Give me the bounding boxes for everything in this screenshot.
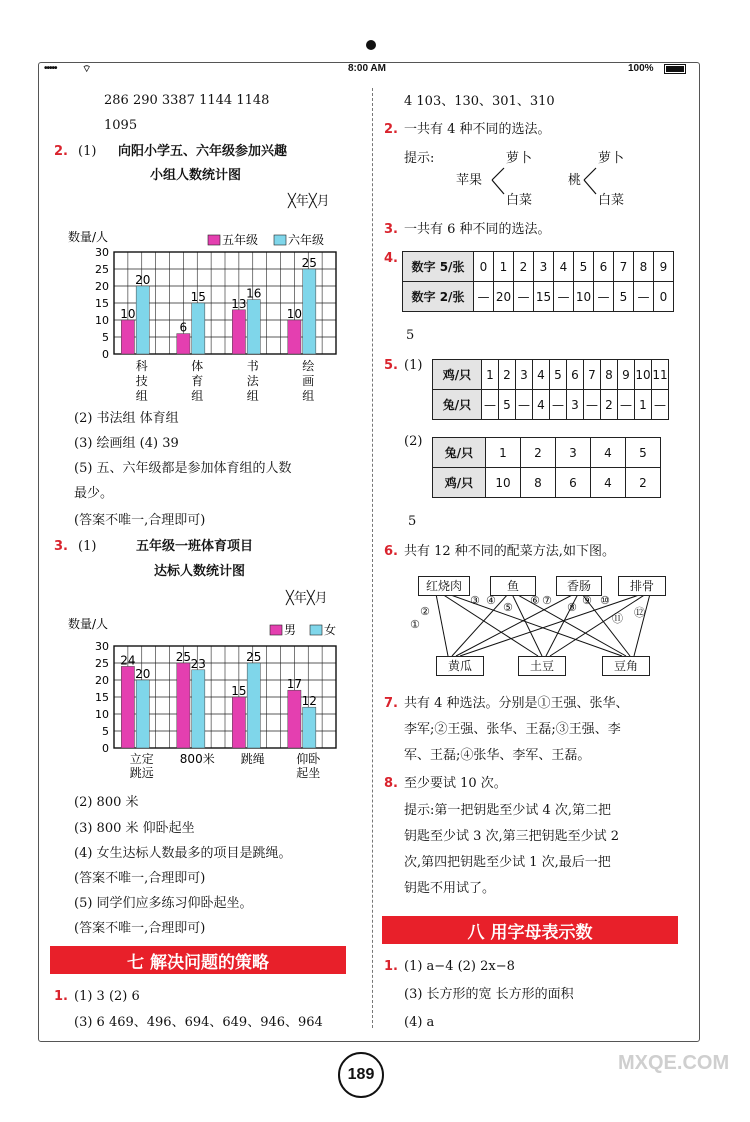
table-row	[433, 438, 661, 468]
legend-label: 男	[284, 623, 297, 637]
bar-value-label: 6	[179, 320, 188, 335]
answer-line: (4) 女生达标人数最多的项目是跳绳。	[74, 846, 292, 861]
bar	[192, 670, 205, 748]
table-row	[433, 468, 661, 498]
watermark-text: MXQE.COM	[618, 1052, 730, 1074]
bar-value-label: 17	[286, 677, 303, 692]
legend-swatch	[274, 235, 286, 245]
y-tick-label: 20	[95, 674, 109, 687]
table-cell: 4	[533, 360, 550, 390]
question-number: 7.	[384, 696, 398, 711]
hint-label: 提示:	[404, 151, 435, 166]
bar-value-label: 20	[135, 667, 151, 681]
question-number: 3.	[384, 222, 398, 237]
y-tick-label: 25	[95, 263, 109, 276]
table-cell: —	[634, 282, 654, 312]
question-number: 6.	[384, 544, 398, 559]
x-tick-label: 组	[135, 389, 148, 403]
table-cell: 5	[499, 390, 516, 420]
table-cell: —	[474, 282, 494, 312]
table-chicken-rabbit-2	[432, 437, 661, 498]
answer-line: (5) 同学们应多练习仰卧起坐。	[74, 896, 253, 911]
answer-line: (1) 3 (2) 6	[74, 989, 140, 1004]
table-cell: —	[554, 282, 574, 312]
answer-note: (答案不唯一,合理即可)	[74, 921, 206, 936]
answer-line: 共有 4 种选法。分别是①王强、张华、	[404, 696, 629, 711]
table-cell: 6	[594, 252, 614, 282]
chart-title: 五年级一班体育项目	[136, 539, 254, 554]
table-cell: 6	[556, 468, 591, 498]
table-row	[433, 390, 669, 420]
x-tick-label: 起坐	[296, 766, 321, 780]
table-row-header: 鸡/只	[433, 468, 486, 498]
y-axis-label: 数量/人	[68, 617, 109, 631]
answer-line: (3) 长方形的宽 长方形的面积	[404, 987, 574, 1002]
x-tick-label: 跳绳	[240, 752, 265, 766]
chart-title: 小组人数统计图	[150, 168, 242, 183]
table-row	[403, 252, 674, 282]
mark: ③	[470, 594, 480, 607]
chart-title: 向阳小学五、六年级参加兴趣	[118, 144, 288, 159]
table-cell: 10	[486, 468, 521, 498]
answer-line: 次,第四把钥匙至少试 1 次,最后一把	[404, 855, 611, 870]
bar-value-label: 25	[246, 650, 262, 664]
mark: ⑪	[612, 612, 623, 625]
table-row-header: 数字 2/张	[403, 282, 474, 312]
table-cell: —	[584, 390, 601, 420]
table-cell: 5	[626, 438, 661, 468]
question-number: 3.	[54, 539, 68, 554]
section-header-8: 八 用字母表示数	[382, 916, 678, 944]
x-tick-label: 法	[246, 374, 259, 388]
legend-swatch	[310, 625, 322, 635]
camera-dot	[366, 40, 376, 50]
y-tick-label: 10	[95, 708, 109, 721]
table-cell: 1	[482, 360, 499, 390]
table-cell: 1	[486, 438, 521, 468]
answer-note: (答案不唯一,合理即可)	[74, 513, 206, 528]
question-number: 2.	[384, 122, 398, 137]
x-tick-label: 书	[246, 359, 259, 373]
bar-value-label: 20	[135, 273, 151, 287]
y-tick-label: 15	[95, 691, 109, 704]
mark: ④	[486, 594, 496, 607]
table-cell: 15	[534, 282, 554, 312]
bar-value-label: 24	[120, 653, 136, 668]
answer-line: 4 103、130、301、310	[404, 94, 555, 109]
table-cell: 2	[521, 438, 556, 468]
battery-icon	[664, 64, 686, 74]
legend-swatch	[270, 625, 282, 635]
table-cell: 5	[614, 282, 634, 312]
legend-swatch	[208, 235, 220, 245]
bar	[121, 666, 134, 748]
battery-text: 100%	[628, 63, 654, 74]
table-cell: —	[594, 282, 614, 312]
bar	[177, 663, 190, 748]
mark: ⑩	[600, 594, 610, 607]
dish-box: 鱼	[490, 576, 536, 596]
chart-date: ╳年╳月	[288, 194, 330, 209]
question-number: 2.	[54, 144, 68, 159]
table-cell: 3	[516, 360, 533, 390]
table-cell: 4	[554, 252, 574, 282]
table-cell: —	[514, 282, 534, 312]
y-tick-label: 5	[102, 331, 109, 344]
x-tick-label: 科	[135, 359, 148, 373]
table-cell: 5	[550, 360, 567, 390]
tree-root: 桃	[568, 173, 582, 188]
bar-value-label: 13	[231, 296, 247, 311]
answer-line: (4) a	[404, 1015, 435, 1030]
mark: ⑥	[530, 594, 540, 607]
answer-line: (1) a−4 (2) 2x−8	[404, 959, 515, 974]
answer-value: 5	[408, 514, 417, 529]
bar	[247, 300, 260, 354]
tree-leaf: 萝卜	[598, 151, 625, 166]
bar-value-label: 16	[246, 286, 262, 301]
answer-line: 提示:第一把钥匙至少试 4 次,第二把	[404, 803, 612, 818]
y-tick-label: 30	[95, 246, 109, 259]
question-number: 4.	[384, 251, 398, 266]
answer-line: 至少要试 10 次。	[404, 776, 507, 791]
status-bar	[38, 62, 698, 76]
table-cell: 10	[574, 282, 594, 312]
bar	[136, 286, 149, 354]
x-tick-label: 跳远	[129, 766, 154, 780]
x-tick-label: 组	[302, 389, 315, 403]
table-cell: 2	[601, 390, 618, 420]
table-cell: —	[516, 390, 533, 420]
tree-leaf: 白菜	[598, 193, 625, 208]
bar-chart-interest-groups	[64, 222, 364, 412]
answer-line: 共有 12 种不同的配菜方法,如下图。	[404, 544, 615, 559]
table-cell: —	[482, 390, 499, 420]
table-cell: 2	[626, 468, 661, 498]
page-number: 189	[338, 1052, 384, 1098]
table-cell: 9	[654, 252, 674, 282]
tree-diagram-lines	[480, 150, 610, 214]
table-cell: 7	[614, 252, 634, 282]
answer-line: (3) 6 469、496、694、649、946、964	[74, 1015, 323, 1030]
mark: ②	[420, 605, 430, 618]
bar-chart-sports-pass	[64, 612, 364, 784]
answer-line: 军、王磊;④张华、李军、王磊。	[404, 748, 591, 763]
table-row	[433, 360, 669, 390]
bar	[121, 320, 134, 354]
dish-box: 豆角	[602, 656, 650, 676]
bar-value-label: 15	[231, 684, 247, 698]
question-number: 8.	[384, 776, 398, 791]
column-divider	[372, 88, 373, 1028]
tree-leaf: 萝卜	[506, 151, 533, 166]
table-cell: 7	[584, 360, 601, 390]
y-tick-label: 15	[95, 297, 109, 310]
x-tick-label: 800米	[179, 752, 215, 766]
bar-value-label: 10	[286, 307, 303, 321]
bar	[136, 680, 149, 748]
table-cell: 0	[474, 252, 494, 282]
answer-line: 钥匙不用试了。	[404, 881, 496, 896]
x-tick-label: 体	[191, 359, 204, 373]
table-cell: —	[618, 390, 635, 420]
answer-note: (答案不唯一,合理即可)	[74, 871, 206, 886]
answer-line: (3) 800 米 仰卧起坐	[74, 821, 195, 836]
bar-value-label: 10	[120, 307, 136, 321]
bar	[247, 663, 260, 748]
x-tick-label: 技	[135, 374, 148, 388]
answer-line: 一共有 4 种不同的选法。	[404, 122, 551, 137]
dish-box: 香肠	[556, 576, 602, 596]
table-cell: 2	[514, 252, 534, 282]
answer-line: 一共有 6 种不同的选法。	[404, 222, 551, 237]
table-5-2-cards	[402, 251, 674, 312]
dish-box: 土豆	[518, 656, 566, 676]
y-tick-label: 0	[102, 742, 109, 755]
bar	[288, 690, 301, 748]
bar-value-label: 25	[175, 650, 192, 664]
x-tick-label: 组	[191, 389, 204, 403]
table-cell: 0	[654, 282, 674, 312]
bar	[177, 334, 190, 354]
x-tick-label: 育	[191, 374, 204, 388]
table-cell: —	[652, 390, 669, 420]
table-cell: 6	[567, 360, 584, 390]
y-tick-label: 10	[95, 314, 109, 327]
mark: ①	[410, 618, 420, 631]
status-time: 8:00 AM	[348, 63, 386, 74]
table-cell: 1	[494, 252, 514, 282]
wifi-icon: ⌔	[82, 64, 92, 75]
legend-label: 五年级	[222, 233, 259, 247]
answer-numbers-line: 286 290 3387 1144 1148	[104, 93, 270, 108]
mark: ⑤	[503, 601, 513, 614]
answer-line: 最少。	[74, 486, 114, 501]
bar	[303, 269, 316, 354]
table-chicken-rabbit-1	[432, 359, 669, 420]
legend-label: 六年级	[288, 233, 325, 247]
chart-title: 达标人数统计图	[154, 564, 246, 579]
dish-box: 排骨	[618, 576, 666, 596]
table-row-header: 鸡/只	[433, 360, 482, 390]
x-tick-label: 仰卧	[296, 752, 321, 766]
table-cell: 9	[618, 360, 635, 390]
y-tick-label: 5	[102, 725, 109, 738]
x-tick-label: 画	[302, 374, 315, 388]
tree-root: 苹果	[456, 173, 483, 188]
bar-value-label: 25	[301, 256, 317, 270]
x-tick-label: 组	[246, 389, 259, 403]
y-tick-label: 30	[95, 640, 109, 653]
bar	[192, 303, 205, 354]
bar-value-label: 12	[301, 694, 317, 709]
bar	[232, 697, 245, 748]
table-cell: 11	[652, 360, 669, 390]
mark: ⑫	[634, 606, 645, 619]
table-row	[403, 282, 674, 312]
answer-value: 5	[406, 328, 415, 343]
bar-value-label: 23	[190, 656, 206, 671]
chart-date: ╳年╳月	[286, 591, 328, 606]
answer-numbers-line: 1095	[104, 118, 138, 133]
table-cell: 4	[591, 468, 626, 498]
table-cell: 3	[567, 390, 584, 420]
bar	[303, 707, 316, 748]
answer-line: (2) 书法组 体育组	[74, 411, 179, 426]
question-part: (1)	[78, 144, 97, 159]
answer-line: (5) 五、六年级都是参加体育组的人数	[74, 461, 292, 476]
y-tick-label: 20	[95, 280, 109, 293]
dish-box: 红烧肉	[418, 576, 470, 596]
table-cell: 4	[591, 438, 626, 468]
bar-value-label: 15	[190, 290, 206, 304]
mark: ⑨	[582, 594, 592, 607]
tree-leaf: 白菜	[506, 193, 533, 208]
question-part: (1)	[404, 358, 423, 373]
table-cell: 8	[601, 360, 618, 390]
answer-line: (2) 800 米	[74, 795, 139, 810]
signal-icon: •••••	[44, 63, 57, 74]
question-number: 5.	[384, 358, 398, 373]
table-cell: 1	[635, 390, 652, 420]
table-cell: 2	[499, 360, 516, 390]
question-part: (2)	[404, 434, 423, 449]
question-part: (1)	[78, 539, 97, 554]
y-tick-label: 25	[95, 657, 109, 670]
table-cell: 8	[521, 468, 556, 498]
table-row-header: 数字 5/张	[403, 252, 474, 282]
section-header-7: 七 解决问题的策略	[50, 946, 346, 974]
y-tick-label: 0	[102, 348, 109, 361]
x-tick-label: 立定	[129, 752, 154, 766]
answer-line: (3) 绘画组 (4) 39	[74, 436, 179, 451]
table-cell: 20	[494, 282, 514, 312]
table-row-header: 兔/只	[433, 438, 486, 468]
answer-line: 李军;②王强、张华、王磊;③王强、李	[404, 722, 621, 737]
table-row-header: 兔/只	[433, 390, 482, 420]
table-cell: —	[550, 390, 567, 420]
question-number: 1.	[54, 989, 68, 1004]
table-cell: 4	[533, 390, 550, 420]
x-tick-label: 绘	[302, 359, 315, 373]
mark: ⑦	[542, 594, 552, 607]
legend-label: 女	[324, 623, 337, 637]
bar	[288, 320, 301, 354]
table-cell: 10	[635, 360, 652, 390]
table-cell: 3	[534, 252, 554, 282]
table-cell: 8	[634, 252, 654, 282]
table-cell: 5	[574, 252, 594, 282]
y-axis-label: 数量/人	[68, 230, 109, 244]
dish-box: 黄瓜	[436, 656, 484, 676]
question-number: 1.	[384, 959, 398, 974]
answer-line: 钥匙至少试 3 次,第三把钥匙至少试 2	[404, 829, 620, 844]
mark: ⑧	[567, 601, 577, 614]
table-cell: 3	[556, 438, 591, 468]
bar	[232, 310, 245, 354]
